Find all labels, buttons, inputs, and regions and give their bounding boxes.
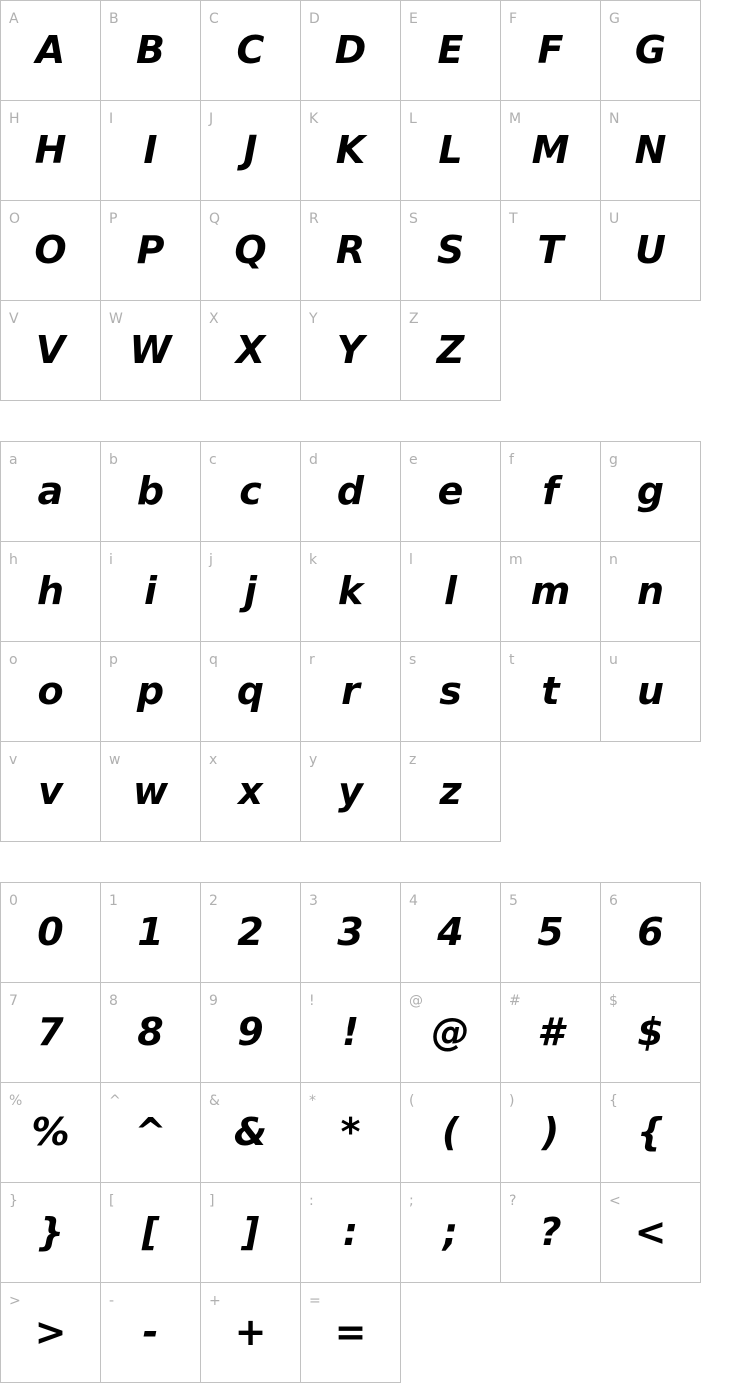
glyph-preview: q (236, 669, 265, 713)
glyph-preview: c (239, 469, 262, 513)
glyph-preview: B (136, 28, 165, 72)
glyph-preview: x (238, 769, 263, 813)
glyph-cell-label: P (109, 211, 118, 227)
glyph-preview: h (36, 569, 65, 613)
glyph-cell (501, 642, 601, 742)
glyph-cell-label: j (209, 552, 213, 568)
glyph-cell-label: S (409, 211, 418, 227)
glyph-preview: ] (241, 1210, 260, 1254)
glyph-cell (201, 301, 301, 401)
glyph-preview: t (541, 669, 560, 713)
glyph-cell-label: M (509, 111, 522, 127)
glyph-cell-label: < (609, 1193, 621, 1209)
glyph-cell (101, 883, 201, 983)
glyph-cell (601, 1183, 701, 1283)
glyph-preview: W (129, 328, 172, 372)
glyph-cell (401, 1083, 501, 1183)
glyph-preview: H (34, 128, 67, 172)
glyph-cell-label: t (509, 652, 515, 668)
glyph-cell (501, 101, 601, 201)
glyph-cell (301, 883, 401, 983)
glyph-cell-label: o (9, 652, 18, 668)
glyph-preview: R (335, 228, 366, 272)
glyph-preview: ? (539, 1210, 562, 1254)
glyph-cell-label: N (609, 111, 620, 127)
glyph-cell (201, 201, 301, 301)
glyph-cell-label: x (209, 752, 218, 768)
glyph-cell-label: C (209, 11, 219, 27)
glyph-cell-label: 2 (209, 893, 218, 909)
glyph-cell (601, 642, 701, 742)
glyph-cell (401, 983, 501, 1083)
glyph-cell-label: = (309, 1293, 321, 1309)
glyph-cell-label: ? (509, 1193, 517, 1209)
glyph-cell-label: [ (109, 1193, 115, 1209)
glyph-preview: ) (541, 1110, 560, 1154)
glyph-cell-label: m (509, 552, 523, 568)
glyph-cell-label: q (209, 652, 218, 668)
glyph-preview: y (338, 769, 363, 813)
glyph-cell-label: 0 (9, 893, 18, 909)
glyph-cell (1, 1, 101, 101)
glyph-preview: Q (234, 228, 267, 272)
charmap-table-uppercase-letters (0, 0, 701, 401)
glyph-cell-label: U (609, 211, 620, 227)
glyph-cell (101, 742, 201, 842)
glyph-cell (101, 1, 201, 101)
glyph-cell-label: p (109, 652, 118, 668)
glyph-cell (1, 883, 101, 983)
glyph-cell-label: c (209, 452, 217, 468)
glyph-preview: - (142, 1310, 159, 1354)
glyph-cell (201, 1283, 301, 1383)
glyph-cell-label: : (309, 1193, 314, 1209)
glyph-cell-label: n (609, 552, 618, 568)
glyph-cell-label: Q (209, 211, 221, 227)
glyph-cell (301, 642, 401, 742)
glyph-cell (1, 542, 101, 642)
glyph-cell (101, 301, 201, 401)
glyph-preview: 0 (37, 910, 64, 954)
glyph-cell (401, 542, 501, 642)
glyph-cell-label: ! (309, 993, 315, 1009)
glyph-cell-label: b (109, 452, 118, 468)
glyph-preview: ( (441, 1110, 460, 1154)
glyph-cell-label: & (209, 1093, 220, 1109)
charmap-table-lowercase-letters (0, 441, 701, 842)
glyph-cell-label: k (309, 552, 318, 568)
glyph-preview: U (635, 228, 666, 272)
glyph-cell-label: e (409, 452, 418, 468)
glyph-preview: u (636, 669, 665, 713)
glyph-cell (101, 642, 201, 742)
glyph-preview: D (334, 28, 367, 72)
glyph-cell-label: r (309, 652, 315, 668)
glyph-cell (301, 301, 401, 401)
glyph-preview: = (334, 1310, 367, 1354)
glyph-preview: @ (431, 1010, 470, 1054)
glyph-cell (401, 883, 501, 983)
glyph-cell (101, 101, 201, 201)
glyph-preview: K (335, 128, 366, 172)
glyph-cell-label: F (509, 11, 518, 27)
glyph-cell (301, 542, 401, 642)
glyph-cell (1, 101, 101, 201)
glyph-cell (101, 1183, 201, 1283)
glyph-cell-label: > (9, 1293, 21, 1309)
glyph-cell (601, 1083, 701, 1183)
glyph-cell-label: % (9, 1093, 23, 1109)
glyph-cell (401, 442, 501, 542)
glyph-preview: 2 (237, 910, 264, 954)
glyph-preview: L (438, 128, 463, 172)
glyph-preview: # (537, 1010, 564, 1054)
glyph-cell-label: 3 (309, 893, 318, 909)
glyph-cell (601, 883, 701, 983)
glyph-cell-label: A (9, 11, 19, 27)
glyph-cell (301, 1183, 401, 1283)
glyph-preview: m (530, 569, 571, 613)
glyph-preview: + (234, 1310, 267, 1354)
glyph-preview: G (634, 28, 667, 72)
glyph-cell-label: B (109, 11, 119, 27)
glyph-cell-label: ] (209, 1193, 215, 1209)
glyph-cell (301, 1283, 401, 1383)
glyph-cell (401, 1183, 501, 1283)
glyph-preview: T (537, 228, 564, 272)
glyph-cell-label: R (309, 211, 319, 227)
glyph-preview: O (34, 228, 67, 272)
glyph-cell-label: } (9, 1193, 18, 1209)
glyph-cell-label: W (109, 311, 123, 327)
glyph-preview: ; (442, 1210, 459, 1254)
glyph-cell-label: * (309, 1093, 316, 1109)
glyph-cell-label: 7 (9, 993, 18, 1009)
glyph-preview: j (243, 569, 258, 613)
glyph-cell-label: H (9, 111, 20, 127)
glyph-preview: l (443, 569, 458, 613)
glyph-preview: f (542, 469, 559, 513)
glyph-cell (201, 442, 301, 542)
glyph-cell (1, 1083, 101, 1183)
glyph-cell-label: J (209, 111, 214, 127)
glyph-preview: i (143, 569, 158, 613)
glyph-cell (501, 201, 601, 301)
glyph-cell-label: Z (409, 311, 419, 327)
glyph-preview: P (136, 228, 165, 272)
glyph-preview: n (636, 569, 665, 613)
glyph-cell-label: w (109, 752, 121, 768)
glyph-cell-label: E (409, 11, 418, 27)
glyph-cell (501, 442, 601, 542)
glyph-cell-label: s (409, 652, 417, 668)
glyph-cell (201, 1, 301, 101)
glyph-cell (101, 1083, 201, 1183)
glyph-cell (301, 1, 401, 101)
glyph-cell (1, 742, 101, 842)
glyph-cell-label: i (109, 552, 113, 568)
glyph-cell-label: K (309, 111, 319, 127)
glyph-cell-label: X (209, 311, 219, 327)
glyph-cell (101, 542, 201, 642)
glyph-cell-label: g (609, 452, 618, 468)
glyph-cell-label: a (9, 452, 18, 468)
glyph-preview: J (243, 128, 258, 172)
glyph-cell (301, 1083, 401, 1183)
glyph-cell (501, 983, 601, 1083)
glyph-cell (401, 742, 501, 842)
glyph-preview: d (336, 469, 365, 513)
glyph-cell-label: 6 (609, 893, 618, 909)
glyph-cell (401, 301, 501, 401)
glyph-preview: I (143, 128, 158, 172)
glyph-preview: 6 (637, 910, 664, 954)
glyph-cell-label: 8 (109, 993, 118, 1009)
glyph-preview: 3 (337, 910, 364, 954)
glyph-cell (601, 442, 701, 542)
glyph-cell-label: { (609, 1093, 618, 1109)
glyph-preview: z (439, 769, 462, 813)
glyph-preview: 5 (537, 910, 564, 954)
glyph-cell (401, 201, 501, 301)
glyph-cell-label: ( (409, 1093, 415, 1109)
glyph-cell-label: ) (509, 1093, 515, 1109)
glyph-preview: k (337, 569, 364, 613)
glyph-preview: p (136, 669, 165, 713)
glyph-cell-label: T (509, 211, 518, 227)
glyph-preview: e (437, 469, 464, 513)
glyph-preview: o (37, 669, 64, 713)
glyph-preview: 8 (137, 1010, 164, 1054)
glyph-preview: N (634, 128, 667, 172)
glyph-preview: a (37, 469, 64, 513)
glyph-cell-label: u (609, 652, 618, 668)
glyph-cell-label: $ (609, 993, 618, 1009)
glyph-cell (1, 1183, 101, 1283)
glyph-cell (1, 1283, 101, 1383)
glyph-cell (301, 983, 401, 1083)
glyph-cell (201, 101, 301, 201)
glyph-cell (201, 883, 301, 983)
glyph-cell (401, 1, 501, 101)
glyph-preview: ! (341, 1010, 360, 1054)
glyph-cell-label: l (409, 552, 413, 568)
glyph-cell-label: ^ (109, 1093, 121, 1109)
glyph-cell (101, 201, 201, 301)
glyph-preview: Y (336, 328, 365, 372)
glyph-cell (301, 442, 401, 542)
glyph-cell-label: G (609, 11, 620, 27)
glyph-cell-label: v (9, 752, 18, 768)
glyph-preview: { (636, 1110, 665, 1154)
glyph-cell-label: ; (409, 1193, 414, 1209)
glyph-preview: g (636, 469, 665, 513)
glyph-cell (401, 101, 501, 201)
glyph-preview: E (437, 28, 464, 72)
glyph-cell (601, 201, 701, 301)
glyph-cell (601, 542, 701, 642)
glyph-cell-label: # (509, 993, 521, 1009)
glyph-cell-label: @ (409, 993, 423, 1009)
glyph-preview: w (132, 769, 169, 813)
glyph-cell (301, 201, 401, 301)
glyph-preview: M (531, 128, 570, 172)
glyph-cell (1, 301, 101, 401)
glyph-cell (501, 883, 601, 983)
glyph-cell-label: 4 (409, 893, 418, 909)
glyph-cell-label: - (109, 1293, 115, 1309)
glyph-cell (1, 642, 101, 742)
glyph-cell (601, 1, 701, 101)
glyph-cell (1, 442, 101, 542)
glyph-preview: 7 (37, 1010, 64, 1054)
glyph-cell (501, 1, 601, 101)
glyph-cell-label: h (9, 552, 18, 568)
glyph-cell (501, 542, 601, 642)
glyph-cell (201, 983, 301, 1083)
glyph-preview: 1 (137, 910, 164, 954)
glyph-preview: S (436, 228, 465, 272)
glyph-cell-label: 5 (509, 893, 518, 909)
glyph-cell-label: Y (309, 311, 318, 327)
glyph-preview: } (36, 1210, 65, 1254)
glyph-preview: : (342, 1210, 359, 1254)
glyph-cell-label: I (109, 111, 114, 127)
glyph-cell-label: z (409, 752, 417, 768)
glyph-preview: C (236, 28, 265, 72)
glyph-cell (401, 642, 501, 742)
glyph-preview: ^ (134, 1110, 167, 1154)
glyph-preview: < (634, 1210, 667, 1254)
glyph-preview: $ (637, 1010, 664, 1054)
glyph-cell-label: + (209, 1293, 221, 1309)
glyph-preview: 9 (237, 1010, 264, 1054)
glyph-preview: Z (436, 328, 465, 372)
glyph-preview: X (235, 328, 266, 372)
glyph-cell (201, 642, 301, 742)
glyph-cell-label: 1 (109, 893, 118, 909)
glyph-preview: > (34, 1310, 67, 1354)
glyph-cell (201, 1083, 301, 1183)
glyph-cell (101, 1283, 201, 1383)
glyph-cell (601, 101, 701, 201)
glyph-cell (201, 742, 301, 842)
glyph-preview: s (439, 669, 462, 713)
glyph-preview: * (340, 1110, 361, 1154)
glyph-cell-label: d (309, 452, 318, 468)
glyph-preview: & (233, 1110, 268, 1154)
glyph-preview: r (341, 669, 360, 713)
glyph-cell (1, 983, 101, 1083)
glyph-preview: A (35, 28, 66, 72)
glyph-cell (501, 1083, 601, 1183)
glyph-preview: 4 (437, 910, 464, 954)
glyph-cell (301, 742, 401, 842)
glyph-cell (601, 983, 701, 1083)
glyph-preview: F (537, 28, 564, 72)
glyph-cell (101, 983, 201, 1083)
glyph-cell-label: O (9, 211, 21, 227)
glyph-cell (101, 442, 201, 542)
charmap-table-digits-and-symbols (0, 882, 701, 1383)
glyph-cell (1, 201, 101, 301)
glyph-cell-label: y (309, 752, 318, 768)
glyph-preview: % (31, 1110, 70, 1154)
glyph-cell (501, 1183, 601, 1283)
glyph-cell-label: 9 (209, 993, 218, 1009)
glyph-preview: v (38, 769, 63, 813)
glyph-cell (301, 101, 401, 201)
glyph-cell-label: f (509, 452, 514, 468)
glyph-cell-label: L (409, 111, 417, 127)
glyph-cell (201, 1183, 301, 1283)
glyph-cell-label: D (309, 11, 320, 27)
glyph-preview: [ (141, 1210, 160, 1254)
glyph-cell-label: V (9, 311, 19, 327)
glyph-preview: b (136, 469, 165, 513)
glyph-cell (201, 542, 301, 642)
glyph-preview: V (35, 328, 66, 372)
